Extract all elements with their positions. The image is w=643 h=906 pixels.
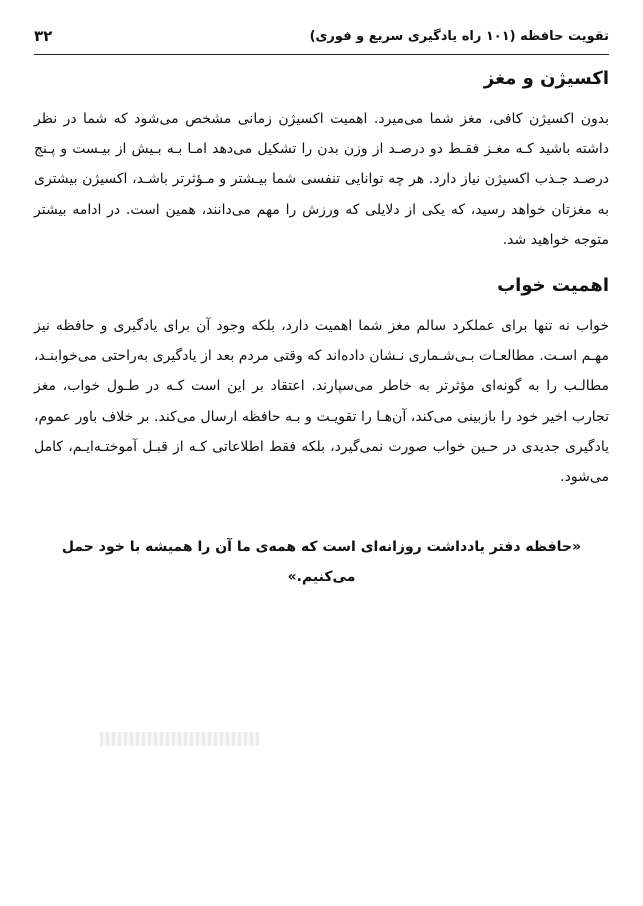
section-sleep-importance [34,269,609,492]
section-oxygen-brain [34,62,609,255]
section-paragraph: بدون اکسیژن کافی، مغز شما می‌میرد. اهمیت اکسیژن زمانی مشخص می‌شود که شما در نظر داشته باشید کـه مغـز فقـط دو درصـد از وزن بدن را تشکیل می‌دهد امـا بـه بـیش از بیـست و پـنج درصـد جـذب اکسیژن نیاز دارد. هر چه توانایی تنفسی شما بیـشتر و مـؤثرتر باشـد، اکسیژن بیشتری به مغزتان خواهد رسید، که یکی از دلایلی که ورزش را مهم می‌دانند، همین است. در ادامه بیشتر متوجه خواهید شد. [34,111,609,248]
section-heading: اکسیژن و مغز [483,68,609,89]
faint-watermark [100,732,260,746]
running-title: تقویت حافظه (۱۰۱ راه یادگیری سریع و فوری) [309,28,609,44]
section-heading: اهمیت خواب [497,275,609,297]
page-number: ۳۲ [34,27,53,45]
section-paragraph: خواب نه تنها برای عملکرد سالم مغز شما اهمیت دارد، بلکه وجود آن برای یادگیری و حافظه نیز مهـم اسـت. مطالعـات بـی‌شـماری نـشان داده‌اند که وقتی مردم بعد از یادگیری به‌راحتی می‌خوابنـد، مطالـب را به گونه‌ای مؤثرتر به خاطر می‌سپارند. اعتقاد بر این است کـه در طـول خواب، مغز تجارب اخیر خود را بازبینی می‌کند، آن‌هـا را تقویـت و بـه حافظه ارسال می‌کند. بر خلاف باور عموم، یادگیری جدیدی در حـین خواب صورت نمی‌گیرد، بلکه فقط اطلاعاتی کـه از قبـل آموختـه‌ایـم، کامل می‌شود. [34,318,609,486]
page-content [34,62,609,592]
memory-quote: «حافظه دفتر یادداشت روزانه‌ای است که همه‌ی ما آن را همیشه با خود حمل می‌کنیم.» [61,539,582,586]
page-header [34,22,609,55]
